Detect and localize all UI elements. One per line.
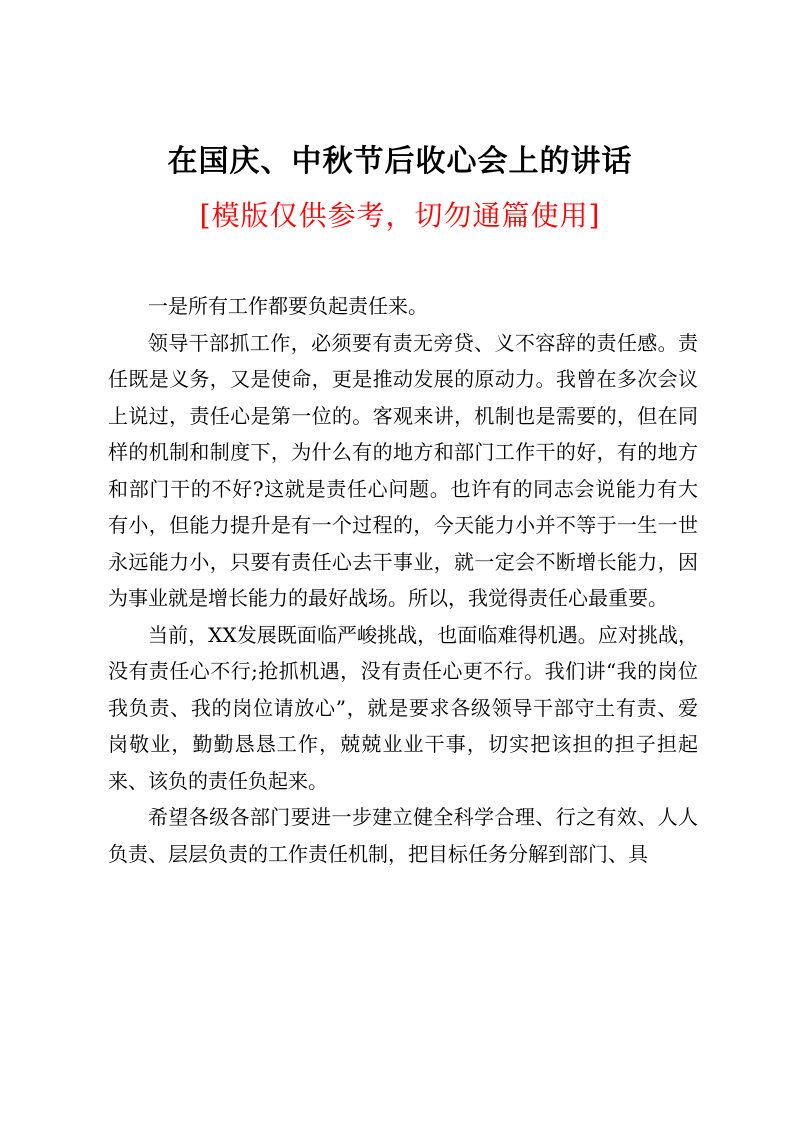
paragraph-1: 一是所有工作都要负起责任来。 xyxy=(148,294,428,318)
template-notice: [模版仅供参考，切勿通篇使用] xyxy=(199,199,601,232)
paragraph-3: 当前，XX发展既面临严峻挑战，也面临难得机遇。应对挑战，没有责任心不行;抢抓机遇，没有责任心更不行。我们讲“我的岗位我负责、我的岗位请放心”，就是要求各级领导干部守土有责、爱岗敬业，勤勤恳恳工作，兢兢业业干事，切实把该担的担子担起来、该负的责任负起来。 xyxy=(108,622,698,793)
paragraph-4: 希望各级各部门要进一步建立健全科学合理、行之有效、人人负责、层层负责的工作责任机制，把目标任务分解到部门、具 xyxy=(108,805,698,866)
document-body xyxy=(108,288,698,872)
document-title: 在国庆、中秋节后收心会上的讲话 xyxy=(167,144,633,179)
paragraph-2: 领导干部抓工作，必须要有责无旁贷、义不容辞的责任感。责任既是义务，又是使命，更是推动发展的原动力。我曾在多次会议上说过，责任心是第一位的。客观来讲，机制也是需要的，但在同样的机制和制度下，为什么有的地方和部门工作干的好，有的地方和部门干的不好?这就是责任心问题。也许有的同志会说能力有大有小，但能力提升是有一个过程的，今天能力小并不等于一生一世永远能力小，只要有责任心去干事业，就一定会不断增长能力，因为事业就是增长能力的最好战场。所以，我觉得责任心最重要。 xyxy=(108,330,698,610)
